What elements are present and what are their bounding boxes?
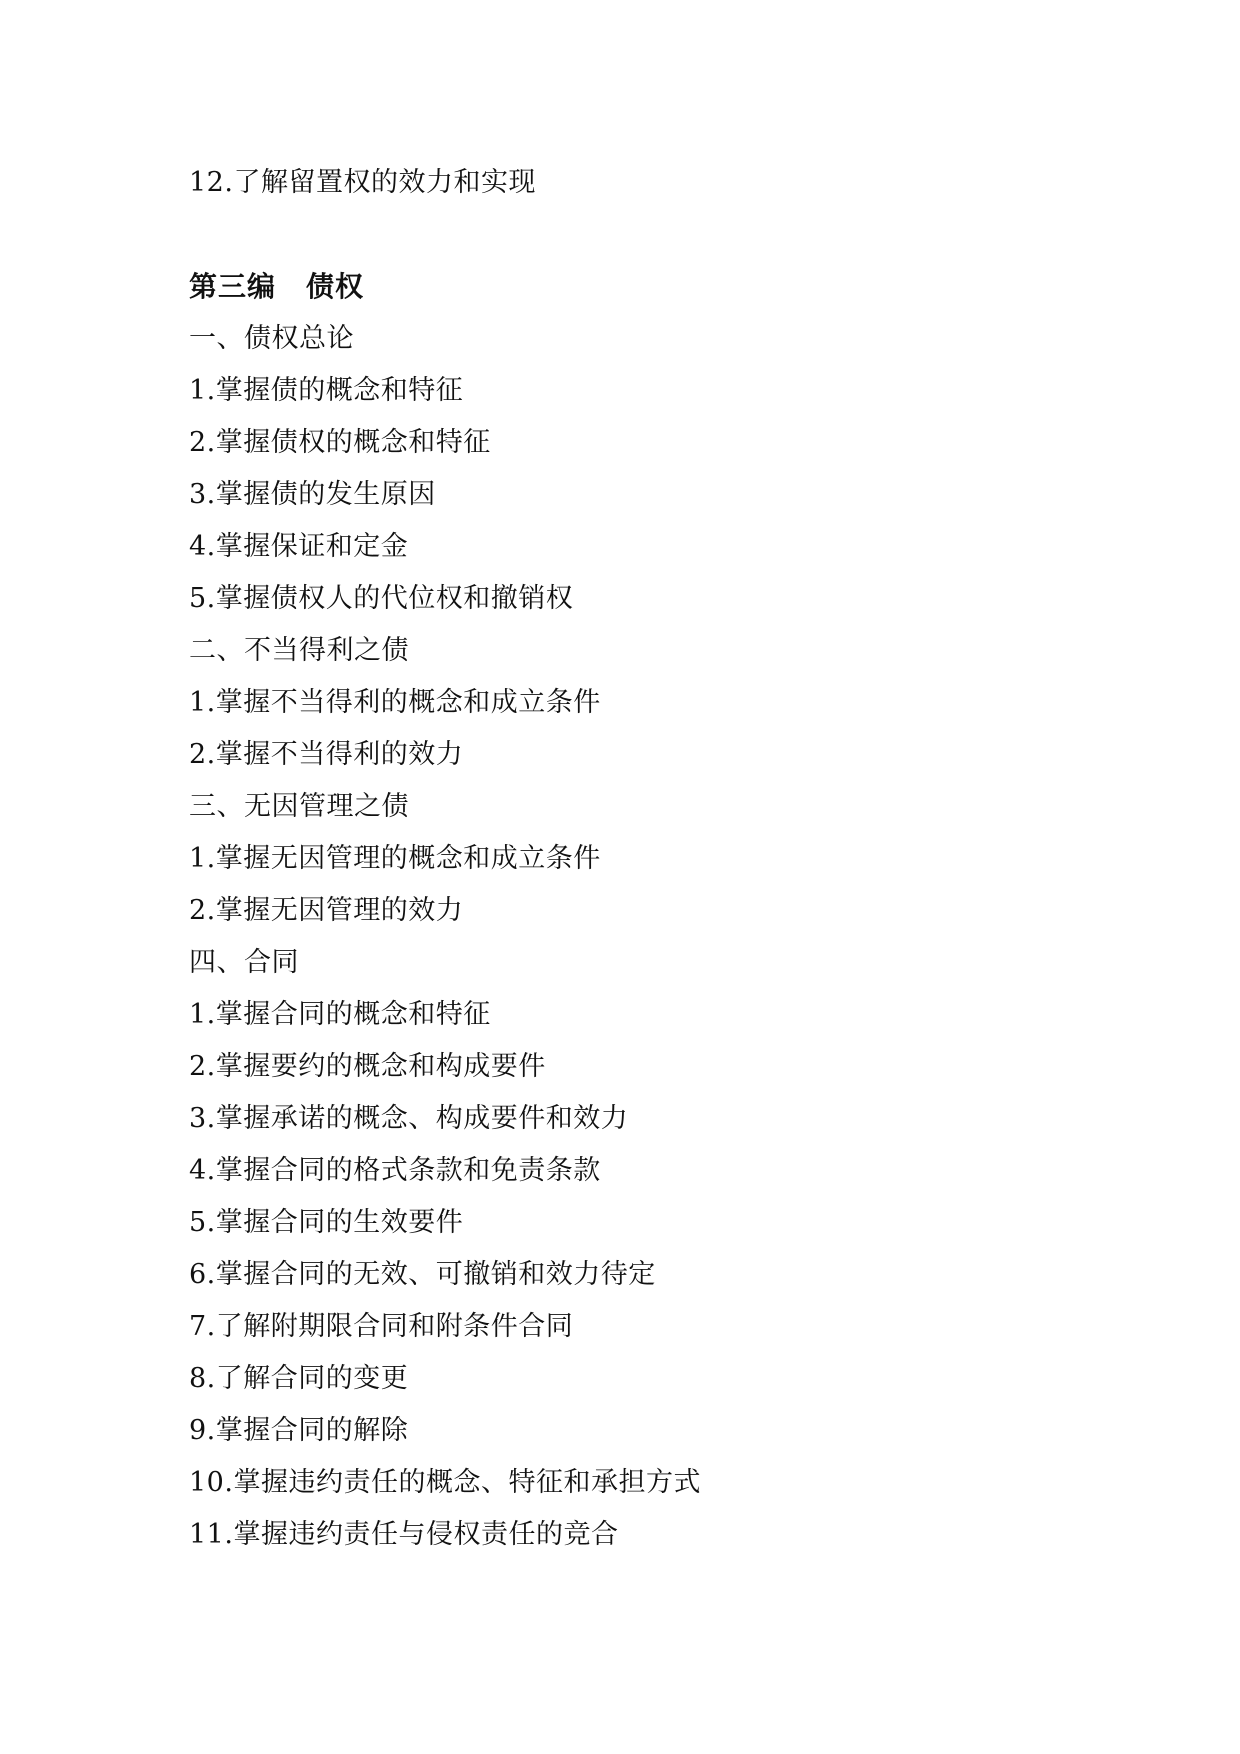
list-item: 11.掌握违约责任与侵权责任的竞合: [189, 1519, 619, 1550]
list-item: 5.掌握合同的生效要件: [189, 1207, 464, 1238]
list-item: 2.掌握不当得利的效力: [189, 739, 464, 770]
section-title: 三、无因管理之债: [189, 791, 409, 822]
list-item: 1.掌握无因管理的概念和成立条件: [189, 843, 601, 874]
list-item: 2.掌握无因管理的效力: [189, 895, 464, 926]
list-item: 1.掌握合同的概念和特征: [189, 999, 491, 1030]
section-title: 一、债权总论: [189, 323, 354, 354]
list-item: 3.掌握承诺的概念、构成要件和效力: [189, 1103, 629, 1134]
list-item: 7.了解附期限合同和附条件合同: [189, 1311, 574, 1342]
section-title: 二、不当得利之债: [189, 635, 409, 666]
part-heading-title: 债权: [306, 270, 365, 303]
list-item: 1.掌握不当得利的概念和成立条件: [189, 687, 601, 718]
list-item: 2.掌握要约的概念和构成要件: [189, 1051, 546, 1082]
list-item: 2.掌握债权的概念和特征: [189, 427, 491, 458]
list-item: 8.了解合同的变更: [189, 1363, 409, 1394]
list-item: 6.掌握合同的无效、可撤销和效力待定: [189, 1259, 656, 1290]
part-heading: [189, 270, 364, 304]
list-item: 3.掌握债的发生原因: [189, 479, 436, 510]
list-item: 12.了解留置权的效力和实现: [189, 167, 536, 198]
section-title: 四、合同: [189, 947, 299, 978]
list-item: 10.掌握违约责任的概念、特征和承担方式: [189, 1467, 701, 1498]
list-item: 4.掌握保证和定金: [189, 531, 409, 562]
list-item: 4.掌握合同的格式条款和免责条款: [189, 1155, 601, 1186]
part-heading-number: 第三编: [189, 270, 277, 303]
list-item: 9.掌握合同的解除: [189, 1415, 409, 1446]
list-item: 1.掌握债的概念和特征: [189, 375, 464, 406]
list-item: 5.掌握债权人的代位权和撤销权: [189, 583, 574, 614]
